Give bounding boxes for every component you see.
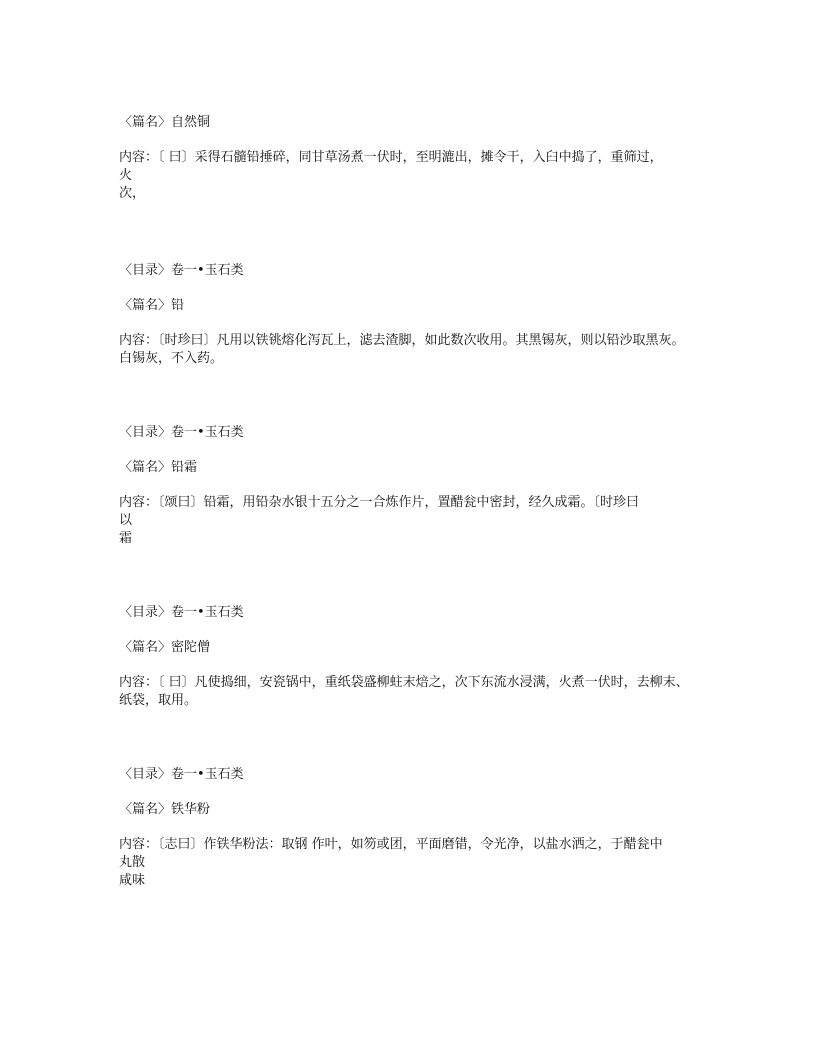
entry-content: [119, 494, 694, 548]
entry-qianshuang: [119, 424, 694, 548]
entry-catalog: 〈目录〉卷一•玉石类: [119, 425, 244, 440]
content-line: 内容：〔时珍曰〕凡用以铁铫熔化泻瓦上，滤去渣脚，如此数次收用。其黑锡灰，则以铅沙取黑灰。白锡灰，不入药。: [119, 333, 685, 366]
entry-qian: [119, 262, 694, 368]
content-line: 内容：〔志曰〕作铁华粉法：取钢 作叶，如笏或团，平面磨错，令光净，以盐水洒之，于醋瓮中: [119, 837, 663, 852]
entry-content: [119, 674, 694, 710]
content-line: 霜: [119, 531, 133, 546]
entry-content: [119, 149, 694, 203]
content-line: 以: [119, 513, 133, 528]
entry-zirantong: [119, 114, 694, 203]
entry-title: 〈篇名〉自然铜: [119, 115, 211, 130]
content-line: 内容：〔颂曰〕铅霜，用铅杂水银十五分之一合炼作片，置醋瓮中密封，经久成霜。〔时珍曰: [119, 495, 640, 510]
entry-title: 〈篇名〉铁华粉: [119, 802, 211, 817]
entry-title: 〈篇名〉铅: [119, 298, 185, 313]
entry-content: [119, 332, 694, 368]
entry-catalog: 〈目录〉卷一•玉石类: [119, 767, 244, 782]
document-page: [119, 114, 694, 890]
entry-content: [119, 836, 694, 890]
entry-mituoseng: [119, 604, 694, 710]
entry-title: 〈篇名〉铅霜: [119, 460, 198, 475]
entry-catalog: 〈目录〉卷一•玉石类: [119, 263, 244, 278]
content-line: 次，: [119, 186, 146, 201]
content-line: 内容：〔 曰〕采得石髓铅捶碎，同甘草汤煮一伏时，至明漉出，摊令干，入臼中捣了，重筛过，: [119, 150, 663, 165]
entry-title: 〈篇名〉密陀僧: [119, 640, 211, 655]
content-line: 丸散: [119, 855, 146, 870]
content-line: 内容：〔 曰〕凡使捣细，安瓷锅中，重纸袋盛柳蛀末焙之，次下东流水浸满，火煮一伏时，去柳末、纸袋，取用。: [119, 675, 689, 708]
content-line: 火: [119, 168, 133, 183]
entry-tiehuafen: [119, 766, 694, 890]
entry-catalog: 〈目录〉卷一•玉石类: [119, 605, 244, 620]
content-line: 咸味: [119, 873, 146, 888]
